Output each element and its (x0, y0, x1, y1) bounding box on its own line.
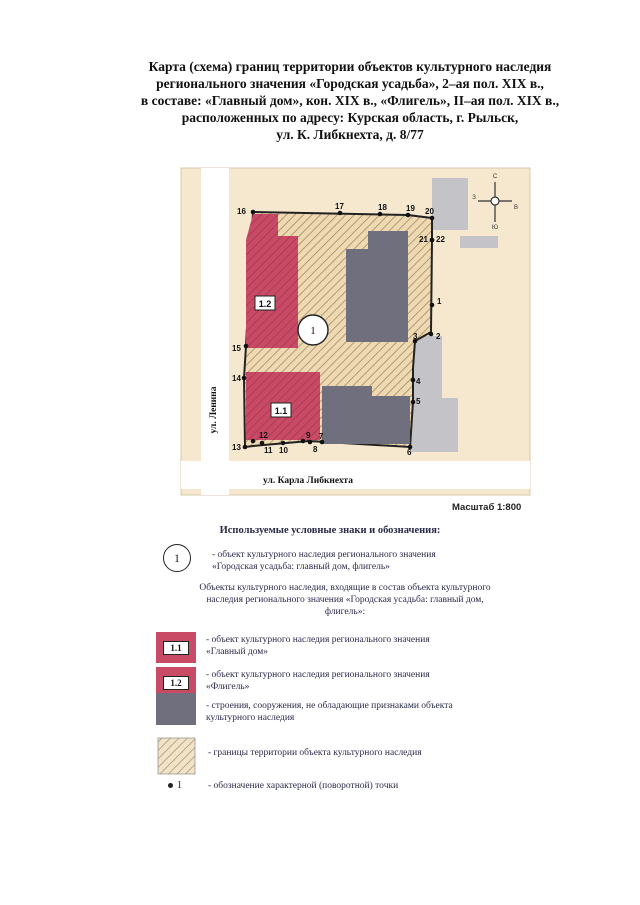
turning-point-5 (411, 400, 416, 405)
turning-point-label-14: 14 (232, 374, 241, 383)
neighbor-building (432, 178, 468, 230)
title-line: Карта (схема) границ территории объектов культурного наследия (148, 59, 552, 74)
turning-point-label-18: 18 (378, 203, 387, 212)
legend-hatch-swatch (158, 738, 195, 774)
title-line: расположенных по адресу: Курская область, г. Рыльск, (181, 110, 519, 125)
turning-point-label-10: 10 (279, 446, 288, 455)
legend-text-line: - объект культурного наследия регионального значения (212, 550, 436, 560)
legend-point-text (208, 780, 398, 792)
turning-point-11 (260, 441, 265, 446)
turning-point-label-12: 12 (259, 431, 268, 440)
turning-point-16 (251, 210, 256, 215)
turning-point-label-19: 19 (406, 204, 415, 213)
legend-point-symbol-label: 1 (177, 780, 182, 791)
legend-main-house-label: 1.1 (163, 641, 188, 655)
legend-object-symbol-label: 1 (174, 550, 180, 565)
turning-point-22 (430, 238, 435, 243)
title-line: регионального значения «Городская усадьба», 2–ая пол. XIX в., (156, 76, 544, 91)
compass-north: С (492, 174, 498, 180)
legend-text-line: - границы территории объекта культурного наследия (208, 748, 422, 758)
map-scale: Масштаб 1:800 (452, 502, 522, 513)
street-lenina (201, 168, 229, 495)
turning-point-20 (430, 216, 435, 221)
legend-text-line: культурного наследия (206, 713, 295, 723)
neighbor-building (460, 236, 498, 248)
turning-point-8 (308, 440, 313, 445)
legend-main-house-text (206, 634, 430, 658)
turning-point-label-8: 8 (313, 445, 318, 454)
legend-non-heritage-text (206, 700, 453, 724)
turning-point-10 (281, 441, 286, 446)
compass-east: В (513, 205, 519, 211)
legend-text-line: Объекты культурного наследия, входящие в состав объекта культурного (199, 583, 491, 593)
legend-text-line: - объект культурного наследия регионального значения (206, 635, 430, 645)
legend-text-line: «Флигель» (206, 682, 250, 692)
title-line: в составе: «Главный дом», кон. XIX в., «Флигель», II–ая пол. XIX в., (140, 93, 560, 108)
turning-point-label-22: 22 (436, 235, 445, 244)
turning-point-15 (244, 344, 249, 349)
point-dot-icon (168, 783, 173, 788)
turning-point-label-7: 7 (319, 432, 324, 441)
legend-title: Используемые условные знаки и обозначения: (219, 525, 441, 536)
turning-point-17 (338, 211, 343, 216)
legend-text-line: «Городская усадьба: главный дом, флигель» (212, 562, 390, 572)
compass-west: З (472, 195, 476, 201)
turning-point-label-5: 5 (416, 397, 421, 406)
turning-point-4 (411, 378, 416, 383)
legend-text-line: «Главный дом» (206, 647, 269, 657)
legend-main-house-swatch (156, 632, 196, 663)
main-house-label: 1.1 (274, 406, 288, 416)
turning-point-label-17: 17 (335, 202, 344, 211)
turning-point-label-3: 3 (413, 332, 418, 341)
turning-point-label-1: 1 (437, 297, 442, 306)
object-marker-label: 1 (310, 325, 316, 337)
legend-object-text (212, 549, 436, 573)
legend-non-heritage-swatch (156, 693, 196, 725)
legend-boundary-text (208, 747, 422, 759)
turning-point-14 (242, 376, 247, 381)
legend-components-intro (160, 582, 530, 618)
legend-point-symbol (168, 780, 182, 791)
title-line: ул. К. Либкнехта, д. 8/77 (276, 127, 424, 142)
turning-point-label-16: 16 (237, 207, 246, 216)
turning-point-label-15: 15 (232, 344, 241, 353)
turning-point-label-21: 21 (419, 235, 428, 244)
street-label-lenina: ул. Ленина (209, 386, 219, 434)
turning-point-label-4: 4 (416, 377, 421, 386)
turning-point-label-11: 11 (264, 446, 273, 455)
legend-fligel-text (206, 669, 430, 693)
turning-point-12 (251, 439, 256, 444)
street-karla-libknekhta (181, 461, 530, 489)
turning-point-2 (429, 332, 434, 337)
compass-south: Ю (491, 225, 499, 231)
turning-point-label-9: 9 (306, 431, 311, 440)
legend-text-line: наследия регионального значения «Городская усадьба: главный дом, (206, 595, 484, 605)
turning-point-label-2: 2 (436, 332, 441, 341)
turning-point-13 (243, 445, 248, 450)
legend-text-line: флигель»: (324, 607, 366, 617)
legend-text-line: - строения, сооружения, не обладающие признаками объекта (206, 701, 453, 711)
turning-point-18 (378, 212, 383, 217)
legend-fligel-label: 1.2 (163, 676, 188, 690)
turning-point-label-20: 20 (425, 207, 434, 216)
turning-point-9 (301, 439, 306, 444)
turning-point-label-13: 13 (232, 443, 241, 452)
legend-text-line: - объект культурного наследия регионального значения (206, 670, 430, 680)
street-label-karla-libknekhta: ул. Карла Либкнехта (263, 476, 353, 486)
legend-object-symbol (163, 544, 191, 572)
turning-point-19 (406, 213, 411, 218)
fligel-label: 1.2 (258, 299, 272, 309)
turning-point-label-6: 6 (407, 448, 412, 457)
turning-point-1 (430, 303, 435, 308)
legend-text-line: - обозначение характерной (поворотной) точки (208, 781, 399, 791)
